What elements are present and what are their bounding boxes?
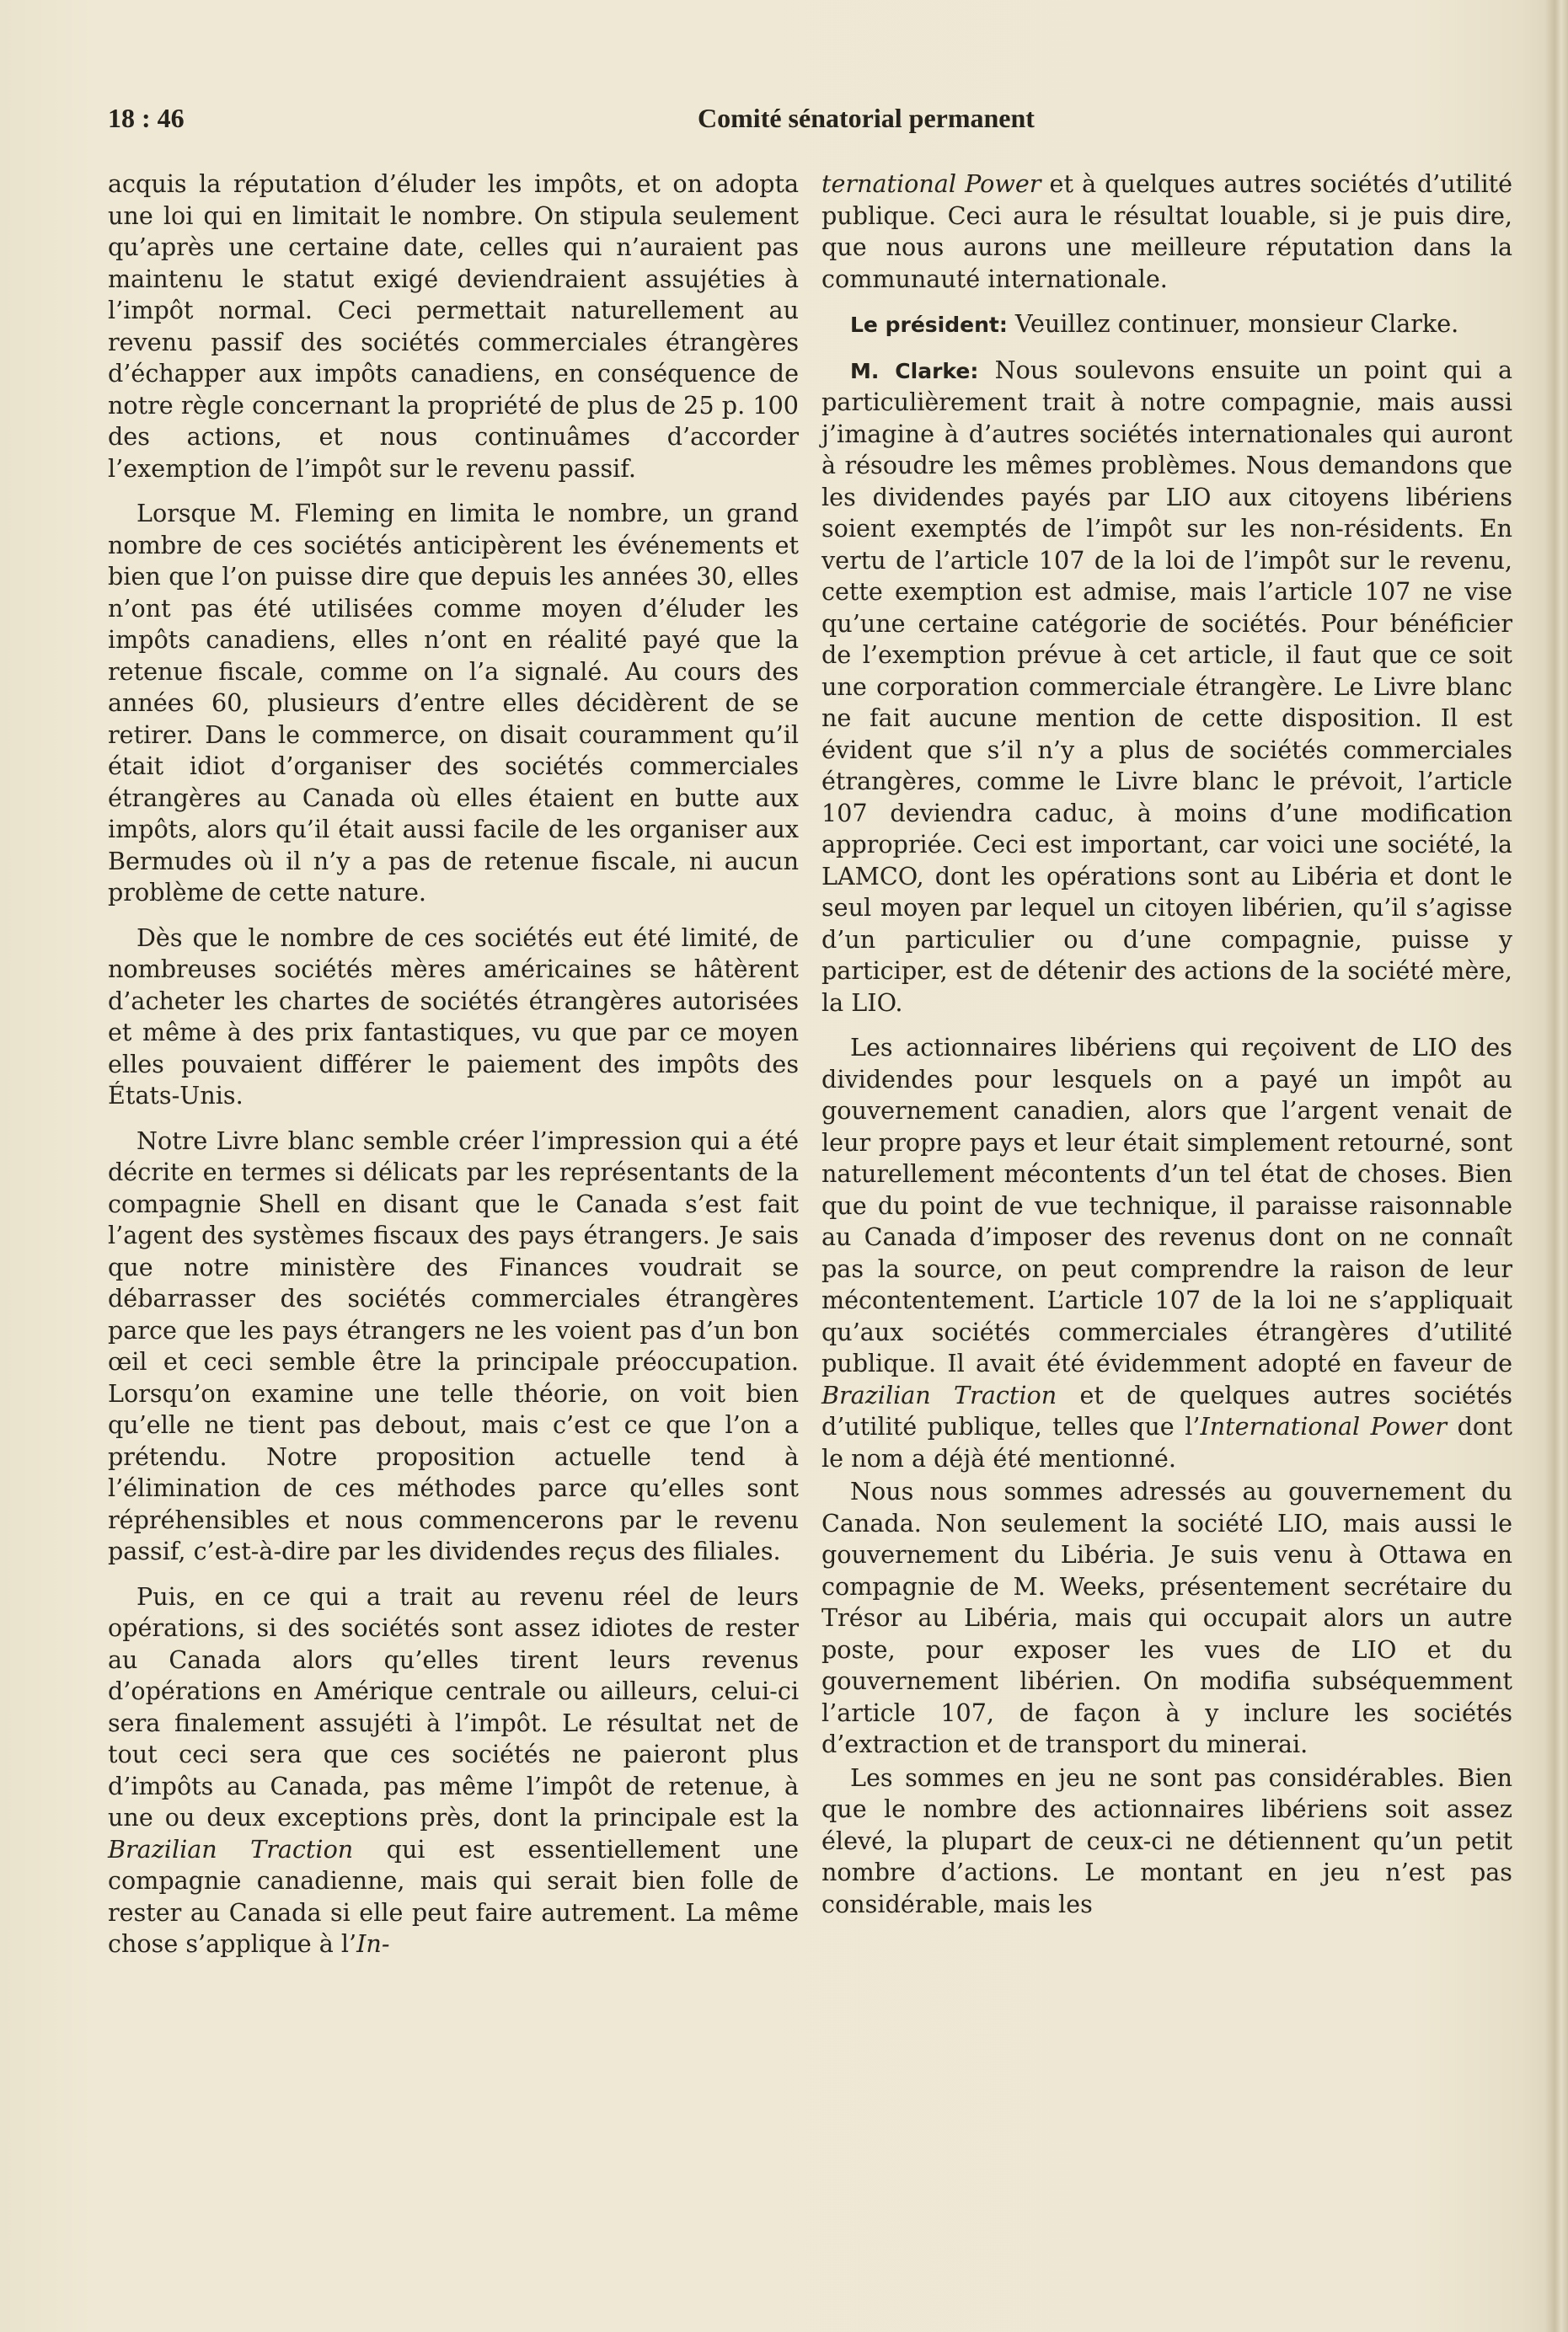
company-name: Brazilian Traction — [108, 1834, 354, 1864]
text-run: Puis, en ce qui a trait au revenu réel de leurs opérations, si des sociétés sont assez idiotes de rester au Canada alors qu’elles tirent leurs revenus d’opérations en Amérique centrale ou ailleurs, celui-ci sera finalement assujéti à l’impôt. Le résultat net de tout ceci sera que ces sociétés ne paieront plus d’impôts au Canada, pas même l’impôt de retenue, à une ou deux exceptions près, dont la principale est la — [108, 1581, 799, 1832]
paragraph: Lorsque M. Fleming en limita le nombre, un grand nombre de ces sociétés anticipèrent les événements et bien que l’on puisse dire que depuis les années 30, elles n’ont pas été utilisées comme moyen d’éluder les impôts canadiens, elles n’ont en réalité payé que la retenue fiscale, comme on l’a signalé. Au cours des années 60, plusieurs d’entre elles décidèrent de se retirer. Dans le commerce, on disait couramment qu’il était idiot d’organiser des sociétés commerciales étrangères au Canada où elles étaient en butte aux impôts, alors qu’il était aussi facile de les organiser aux Bermudes où il n’y a pas de retenue fiscale, ni aucun problème de cette nature. — [108, 499, 799, 907]
running-title: Comité sénatorial permanent — [698, 103, 1035, 133]
paragraph — [821, 355, 1512, 1019]
page-edge — [1546, 0, 1568, 2332]
company-name: ternational Power — [821, 169, 1041, 198]
paragraph: Notre Livre blanc semble créer l’impression qui a été décrite en termes si délicats par les représentants de la compagnie Shell en disant que le Canada s’est fait l’agent des systèmes fiscaux des pays étrangers. Je sais que notre ministère des Finances voudrait se débarrasser des sociétés commerciales étrangères parce que les pays étrangers ne les voient pas d’un bon œil et ceci semble être la principale préoccupation. Lorsqu’on examine une telle théorie, on voit bien qu’elle ne tient pas debout, mais c’est ce que l’on a prétendu. Notre proposition actuelle tend à l’élimination de ces méthodes parce qu’elles sont répréhensibles et nous commencerons par le revenu passif, c’est-à-dire par les dividendes reçus des filiales. — [108, 1126, 799, 1565]
text-run: dont le nom a déjà été mentionné. — [821, 1412, 1512, 1473]
page-header — [108, 103, 1498, 142]
page-number: 18 : 46 — [108, 103, 185, 133]
paragraph: Dès que le nombre de ces sociétés eut été limité, de nombreuses sociétés mères américaines se hâtèrent d’acheter les chartes de sociétés étrangères autorisées et même à des prix fantastiques, vu que par ce moyen elles pouvaient différer le paiement des impôts des États-Unis. — [108, 923, 799, 1110]
paragraph — [108, 1581, 799, 1960]
text-run: qui est essentiellement une compagnie canadienne, mais qui serait bien folle de rester au Canada si elle peut faire autrement. La même chose s’applique à l’ — [108, 1834, 799, 1958]
company-name: International Power — [1200, 1412, 1448, 1441]
speaker-label: M. Clarke: — [850, 358, 979, 383]
company-name: Brazilian Traction — [821, 1380, 1057, 1409]
company-name: In- — [356, 1929, 390, 1958]
paragraph: Nous nous sommes adressés au gouvernement du Canada. Non seulement la société LIO, mais aussi le gouvernement du Libéria. Je suis venu à Ottawa en compagnie de M. Weeks, présentement secrétaire du Trésor au Libéria, mais qui occupait alors un autre poste, pour exposer les vues de LIO et du gouvernement libérien. On modifia subséquemment l’article 107, de façon à y inclure les sociétés d’extraction et de transport du minerai. — [821, 1477, 1512, 1758]
left-column — [108, 168, 799, 1974]
text-run: et de quelques autres sociétés d’utilité publique, telles que l’ — [821, 1380, 1512, 1441]
paragraph — [821, 168, 1512, 295]
paragraph: Les sommes en jeu ne sont pas considérables. Bien que le nombre des actionnaires libériens soit assez élevé, la plupart de ceux-ci ne détiennent qu’un petit nombre d’actions. Le montant en jeu n’est pas considérable, mais les — [821, 1762, 1512, 1918]
paragraph — [821, 1032, 1512, 1474]
speaker-label: Le président: — [850, 313, 1008, 337]
text-run: Nous soulevons ensuite un point qui a particulièrement trait à notre compagnie, mais aussi j’imagine à d’autres sociétés internationales qui auront à résoudre les mêmes problèmes. Nous demandons que les dividendes payés par LIO aux citoyens libériens soient exemptés de l’impôt sur les non-résidents. En vertu de l’article 107 de la loi de l’impôt sur le revenu, cette exemption est admise, mais l’article 107 ne vise qu’une certaine catégorie de sociétés. Pour bénéficier de l’exemption prévue à cet article, il faut que ce soit une corporation commerciale étrangère. Le Livre blanc ne fait aucune mention de cette disposition. Il est évident que s’il n’y a plus de sociétés commerciales étrangères, comme le Livre blanc le prévoit, l’article 107 deviendra caduc, à moins d’une modification appropriée. Ceci est important, car voici une société, la LAMCO, dont les opérations sont au Libéria et dont le seul moyen par lequel un citoyen libérien, qu’il s’agisse d’un particulier ou d’une compagnie, puisse y participer, est de détenir des actions de la société mère, la LIO. — [821, 355, 1513, 1017]
right-column — [821, 168, 1512, 1934]
paragraph: acquis la réputation d’éluder les impôts, et on adopta une loi qui en limitait le nombre. On stipula seulement qu’après une certaine date, celles qui n’auraient pas maintenu le statut exigé deviendraient assujéties à l’impôt normal. Ceci permettait naturellement au revenu passif des sociétés commerciales étrangères d’échapper aux impôts canadiens, en conséquence de notre règle concernant la propriété de plus de 25 p. 100 des actions, et nous continuâmes d’accorder l’exemption de l’impôt sur le revenu passif. — [108, 169, 799, 483]
text-run: Les actionnaires libériens qui reçoivent de LIO des dividendes pour lesquels on a payé un impôt au gouvernement canadien, alors que l’argent venait de leur propre pays et leur était simplement retourné, sont naturellement mécontents d’un tel état de choses. Bien que du point de vue technique, il paraisse raisonnable au Canada d’imposer des revenus dont on ne connaît pas la source, on peut comprendre la raison de leur mécontentement. L’article 107 de la loi ne s’appliquait qu’aux sociétés commerciales étrangères d’utilité publique. Il avait été évidemment adopté en faveur de — [821, 1033, 1512, 1377]
text-run: Veuillez continuer, monsieur Clarke. — [1007, 309, 1459, 338]
paragraph — [821, 308, 1512, 341]
text-run: et à quelques autres sociétés d’utilité publique. Ceci aura le résultat louable, si je puis dire, que nous aurons une meilleure réputation dans la communauté internationale. — [821, 169, 1513, 293]
